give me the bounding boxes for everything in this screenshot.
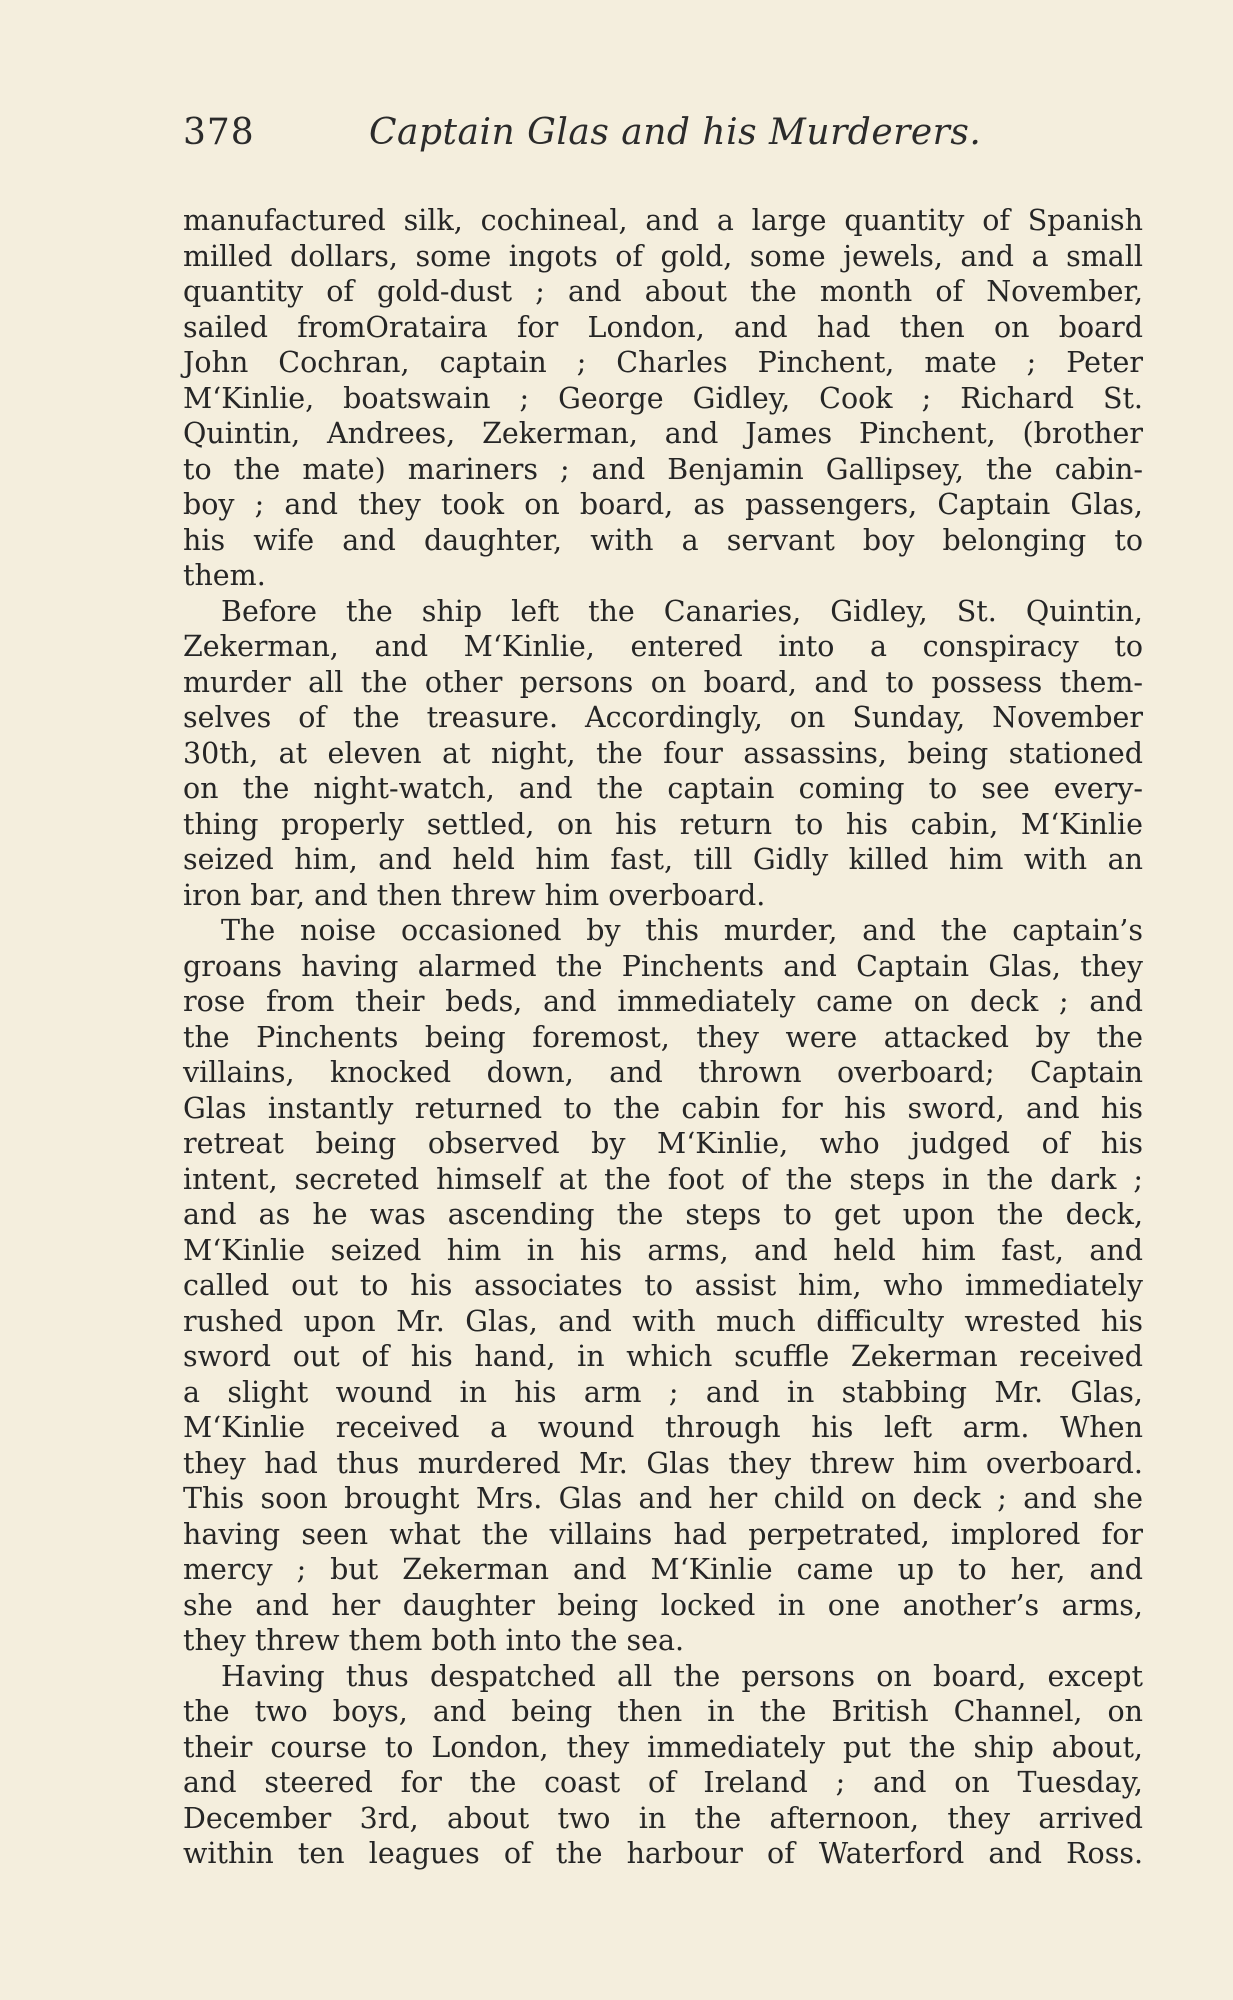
text-line: milled dollars, some ingots of gold, some jewels, and a small [183, 239, 1143, 273]
text-line: and steered for the coast of Ireland ; and on Tuesday, [183, 1766, 1143, 1799]
text-line: on the night-watch, and the captain coming to see every- [183, 772, 1143, 805]
text-line: M‘Kinlie seized him in his arms, and held him fast, and [183, 1233, 1143, 1267]
text-line: mercy ; but Zekerman and M‘Kinlie came up to her, and [183, 1553, 1143, 1586]
text-line: she and her daughter being locked in one another’s arms, [183, 1588, 1143, 1622]
body-text [183, 203, 1143, 1872]
text-line: The noise occasioned by this murder, and the captain’s [221, 914, 1143, 947]
running-title: Captain Glas and his Murderers. [369, 112, 982, 153]
text-line: groans having alarmed the Pinchents and Captain Glas, they [183, 949, 1143, 983]
text-line: they threw them both into the sea. [183, 1624, 685, 1657]
text-line: villains, knocked down, and thrown overboard; Captain [183, 1056, 1143, 1089]
text-line: M‘Kinlie, boatswain ; George Gidley, Cook ; Richard St. [183, 381, 1143, 415]
text-line: his wife and daughter, with a servant boy belonging to [183, 523, 1143, 557]
text-line: quantity of gold-dust ; and about the month of November, [183, 275, 1143, 308]
text-line: December 3rd, about two in the afternoon, they arrived [183, 1801, 1143, 1835]
text-line: boy ; and they took on board, as passengers, Captain Glas, [183, 488, 1143, 521]
text-line: Zekerman, and M‘Kinlie, entered into a conspiracy to [183, 630, 1143, 663]
text-line: having seen what the villains had perpetrated, implored for [183, 1517, 1143, 1551]
text-line: sword out of his hand, in which scuffle Zekerman received [183, 1340, 1143, 1373]
text-line: thing properly settled, on his return to his cabin, M‘Kinlie [183, 807, 1143, 841]
text-line: sailed fromOrataira for London, and had then on board [183, 310, 1143, 344]
text-line: rushed upon Mr. Glas, and with much difficulty wrested his [183, 1304, 1143, 1338]
running-head [183, 112, 1143, 166]
text-line: Glas instantly returned to the cabin for his sword, and his [183, 1091, 1143, 1125]
text-line: M‘Kinlie received a wound through his left arm. When [183, 1411, 1143, 1444]
text-line: the two boys, and being then in the British Channel, on [183, 1695, 1143, 1728]
text-line: murder all the other persons on board, and to possess them- [183, 665, 1143, 699]
text-line: to the mate) mariners ; and Benjamin Gallipsey, the cabin- [183, 452, 1143, 486]
page-number: 378 [183, 112, 255, 153]
text-line: them. [183, 559, 266, 592]
text-line: and as he was ascending the steps to get upon the deck, [183, 1198, 1143, 1231]
text-line: selves of the treasure. Accordingly, on Sunday, November [183, 701, 1143, 734]
text-line: within ten leagues of the harbour of Waterford and Ross. [183, 1837, 1143, 1870]
text-line: manufactured silk, cochineal, and a large quantity of Spanish [183, 204, 1143, 237]
text-line: Before the ship left the Canaries, Gidley, St. Quintin, [221, 594, 1143, 628]
text-line: retreat being observed by M‘Kinlie, who judged of his [183, 1127, 1143, 1160]
text-line: Having thus despatched all the persons on board, except [221, 1659, 1143, 1693]
text-line: intent, secreted himself at the foot of the steps in the dark ; [183, 1162, 1143, 1196]
text-line: John Cochran, captain ; Charles Pinchent, mate ; Peter [183, 346, 1143, 379]
text-line: the Pinchents being foremost, they were attacked by the [183, 1020, 1143, 1054]
text-line: called out to his associates to assist him, who immediately [183, 1269, 1143, 1302]
text-line: seized him, and held him fast, till Gidly killed him with an [183, 843, 1143, 876]
text-line: rose from their beds, and immediately came on deck ; and [183, 985, 1143, 1018]
text-line: a slight wound in his arm ; and in stabbing Mr. Glas, [183, 1375, 1143, 1409]
text-line: Quintin, Andrees, Zekerman, and James Pinchent, (brother [183, 417, 1143, 450]
text-line: This soon brought Mrs. Glas and her child on deck ; and she [183, 1482, 1143, 1515]
text-line: 30th, at eleven at night, the four assassins, being stationed [183, 736, 1143, 770]
text-line: their course to London, they immediately put the ship about, [183, 1730, 1143, 1764]
text-line: they had thus murdered Mr. Glas they threw him overboard. [183, 1446, 1143, 1480]
text-line: iron bar, and then threw him overboard. [183, 878, 766, 912]
